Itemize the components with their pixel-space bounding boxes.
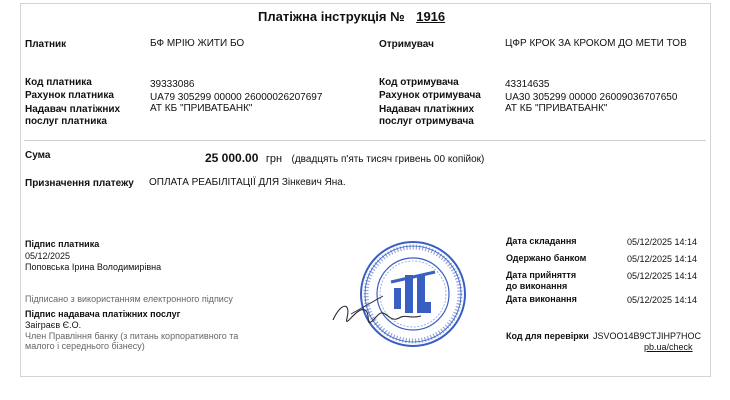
date-received-value: 05/12/2025 14:14	[627, 254, 698, 264]
bank-signature-name: Заіграєв Є.О.	[25, 320, 82, 330]
recipient-bank-label-1: Надавач платіжних	[379, 104, 475, 115]
check-code-label: Код для перевірки	[506, 331, 589, 341]
esign-note: Підписано з використанням електронного підпису	[25, 294, 233, 304]
date-accepted-label-1: Дата прийняття	[506, 270, 577, 280]
date-executed-value: 05/12/2025 14:14	[627, 295, 698, 305]
date-received-label: Одержано банком	[506, 253, 587, 263]
recipient-name: ЦФР КРОК ЗА КРОКОМ ДО МЕТИ ТОВ	[505, 38, 687, 49]
recipient-code: 43314635	[505, 79, 550, 90]
payer-signature-label: Підпис платника	[25, 239, 100, 249]
check-code: JSVOO14B9CTJIHP7HOC	[593, 331, 702, 341]
divider	[24, 140, 706, 141]
date-accepted-value: 05/12/2025 14:14	[627, 271, 698, 281]
bank-signature-label: Підпис надавача платіжних послуг	[25, 309, 181, 319]
bank-signer-position-2: малого і середнього бізнесу)	[25, 341, 145, 351]
recipient-bank: АТ КБ "ПРИВАТБАНК"	[505, 103, 608, 114]
title-text: Платіжна інструкція №	[258, 9, 405, 24]
purpose-text: ОПЛАТА РЕАБІЛІТАЦІЇ ДЛЯ Зінкевич Яна.	[149, 177, 346, 188]
payer-signature-name: Поповська Ірина Володимирівна	[25, 262, 162, 272]
date-created-label: Дата складання	[506, 236, 577, 246]
instruction-number: 1916	[416, 9, 446, 24]
payer-label: Платник	[25, 39, 67, 50]
recipient-code-label: Код отримувача	[379, 77, 459, 88]
amount-words: (двадцять п'ять тисяч гривень 00 копійок)	[291, 154, 485, 165]
amount-label: Сума	[25, 150, 51, 161]
payer-name: БФ МРІЮ ЖИТИ БО	[150, 38, 245, 49]
bank-stamp-seal	[325, 236, 475, 352]
payer-signature-date: 05/12/2025	[25, 251, 71, 261]
payer-code: 39333086	[150, 79, 195, 90]
date-created-value: 05/12/2025 14:14	[627, 237, 698, 247]
check-link[interactable]: pb.ua/check	[644, 342, 693, 352]
recipient-account-label: Рахунок отримувача	[379, 90, 481, 101]
payer-account-label: Рахунок платника	[25, 90, 114, 101]
recipient-bank-label-2: послуг отримувача	[379, 116, 474, 127]
recipient-label: Отримувач	[379, 39, 434, 50]
payer-code-label: Код платника	[25, 77, 92, 88]
date-executed-label: Дата виконання	[506, 294, 577, 304]
date-accepted-label-2: до виконання	[506, 281, 568, 291]
amount-row	[205, 149, 484, 167]
purpose-label: Призначення платежу	[25, 178, 134, 189]
payer-bank-label-1: Надавач платіжних	[25, 104, 121, 115]
document-title	[258, 9, 445, 24]
amount-currency: грн	[265, 153, 283, 165]
recipient-account: UA30 305299 00000 26009036707650	[505, 92, 678, 103]
payer-bank-label-2: послуг платника	[25, 116, 107, 127]
payer-account: UA79 305299 00000 26000026207697	[150, 92, 323, 103]
amount-value: 25 000.00	[205, 151, 259, 165]
bank-signer-position-1: Член Правління банку (з питань корпоративного та	[25, 331, 239, 341]
payer-bank: АТ КБ "ПРИВАТБАНК"	[150, 103, 253, 114]
